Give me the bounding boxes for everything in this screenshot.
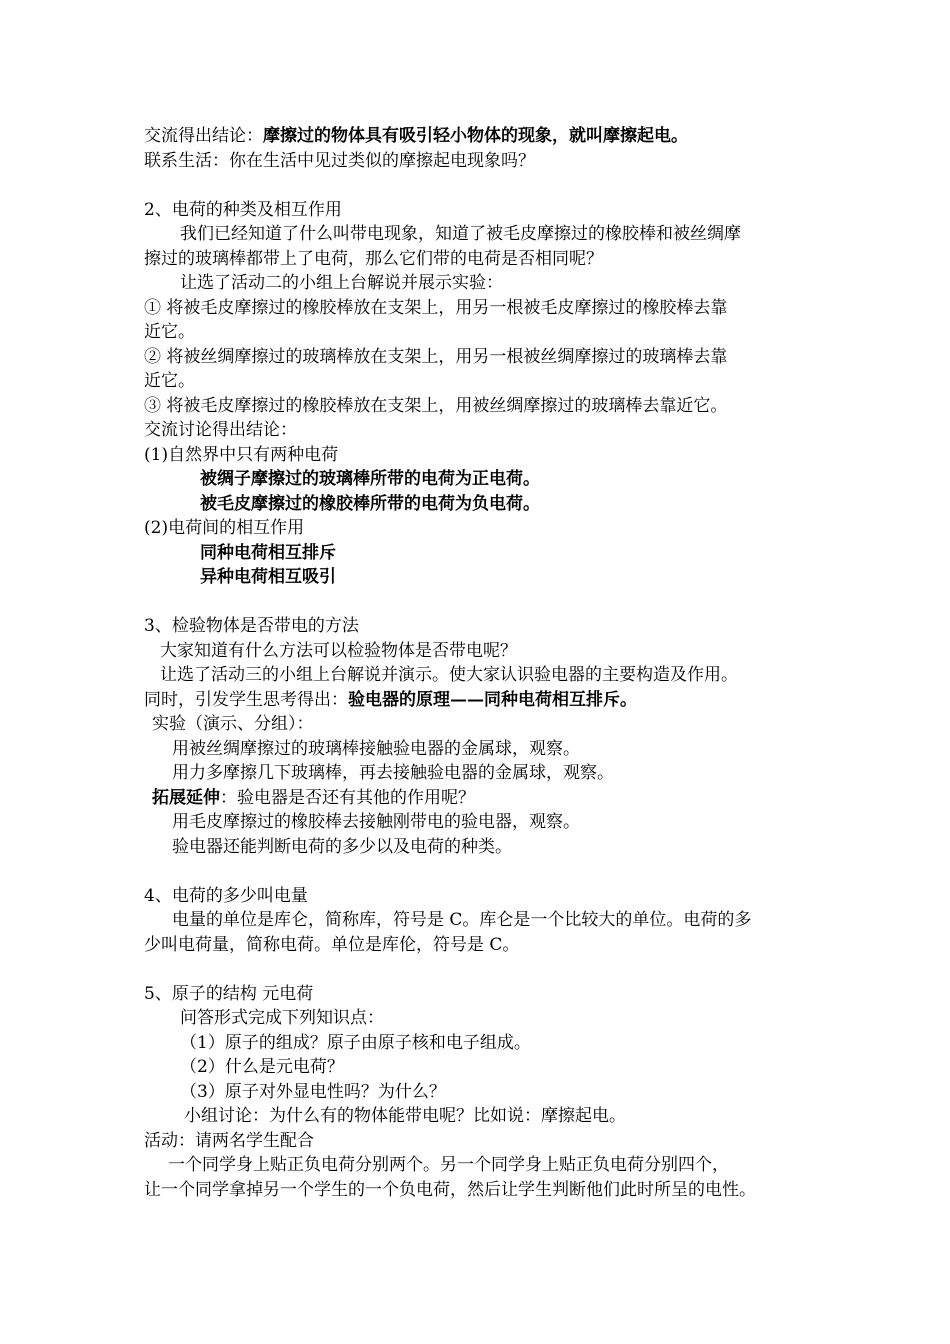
conclusion-line	[144, 124, 834, 149]
extension-line	[144, 786, 834, 811]
activity-text: 一个同学身上贴正负电荷分别两个。另一个同学身上贴正负电荷分别四个，	[168, 1155, 729, 1175]
section-4-heading: 4、电荷的多少叫电量	[144, 885, 308, 906]
document-body	[144, 124, 834, 1202]
paragraph: 大家知道有什么方法可以检验物体是否带电呢？	[160, 640, 517, 661]
life-connection: 联系生活：你在生活中见过类似的摩擦起电现象吗？	[144, 150, 535, 171]
conclusion-1: (1)自然界中只有两种电荷	[144, 444, 339, 465]
experiment-2-cont: 近它。	[144, 371, 195, 391]
spacer	[144, 859, 834, 884]
like-charges-repel: 同种电荷相互排斥	[200, 542, 336, 563]
principle-bold: 验电器的原理——同种电荷相互排斥。	[348, 689, 637, 710]
spacer	[144, 173, 834, 198]
conclusion-2: (2)电荷间的相互作用	[144, 518, 305, 538]
discussion-label: 交流讨论得出结论：	[144, 420, 297, 440]
principle-line	[144, 688, 834, 713]
question-item: （1）原子的组成？原子由原子核和电子组成。	[180, 1032, 531, 1053]
paragraph: 擦过的玻璃棒都带上了电荷，那么它们带的电荷是否相同呢？	[144, 248, 603, 269]
experiment-3: ③ 将被毛皮摩擦过的橡胶棒放在支架上，用被丝绸摩擦过的玻璃棒去靠近它。	[144, 395, 728, 416]
experiment-step: 用力多摩擦几下玻璃棒，再去接触验电器的金属球，观察。	[172, 763, 614, 783]
activity-label: 活动：请两名学生配合	[144, 1130, 314, 1151]
experiment-label: 实验（演示、分组）：	[152, 714, 314, 734]
extension-rest: ：验电器是否还有其他的作用呢？	[220, 787, 475, 808]
paragraph: 问答形式完成下列知识点：	[180, 1008, 384, 1028]
spacer	[144, 957, 834, 982]
section-5-heading: 5、原子的结构 元电荷	[144, 983, 314, 1004]
section-2-heading: 2、电荷的种类及相互作用	[144, 199, 342, 220]
experiment-step: 用被丝绸摩擦过的玻璃棒接触验电器的金属球，观察。	[172, 738, 580, 759]
spacer	[144, 590, 834, 615]
paragraph: 少叫电荷量，简称电荷。单位是库伦，符号是 C。	[144, 934, 520, 955]
question-item: （3）原子对外显电性吗？为什么？	[180, 1081, 446, 1102]
positive-charge-statement: 被绸子摩擦过的玻璃棒所带的电荷为正电荷。	[200, 469, 540, 489]
experiment-1: ① 将被毛皮摩擦过的橡胶棒放在支架上，用另一根被毛皮摩擦过的橡胶棒去靠	[144, 297, 728, 318]
extension-bold: 拓展延伸	[152, 787, 220, 808]
paragraph: 让选了活动二的小组上台解说并展示实验：	[180, 273, 503, 293]
conclusion-bold: 摩擦过的物体具有吸引轻小物体的现象，就叫摩擦起电。	[263, 126, 688, 146]
negative-charge-statement: 被毛皮摩擦过的橡胶棒所带的电荷为负电荷。	[200, 493, 540, 514]
extension-step: 验电器还能判断电荷的多少以及电荷的种类。	[172, 836, 512, 857]
activity-text: 让一个同学拿掉另一个学生的一个负电荷，然后让学生判断他们此时所呈的电性。	[144, 1179, 756, 1200]
question-item: （2）什么是元电荷？	[180, 1057, 344, 1077]
paragraph: 让选了活动三的小组上台解说并演示。使大家认识验电器的主要构造及作用。	[160, 665, 738, 685]
paragraph: 电量的单位是库仑，简称库，符号是 C。库仑是一个比较大的单位。电荷的多	[172, 910, 752, 930]
extension-step: 用毛皮摩擦过的橡胶棒去接触刚带电的验电器，观察。	[172, 812, 580, 832]
section-3-heading: 3、检验物体是否带电的方法	[144, 616, 359, 636]
experiment-2: ② 将被丝绸摩擦过的玻璃棒放在支架上，用另一根被丝绸摩擦过的玻璃棒去靠	[144, 346, 728, 367]
conclusion-prefix: 交流得出结论：	[144, 126, 263, 146]
group-discussion: 小组讨论：为什么有的物体能带电呢？比如说：摩擦起电。	[184, 1106, 626, 1126]
experiment-1-cont: 近它。	[144, 322, 195, 342]
paragraph: 我们已经知道了什么叫带电现象，知道了被毛皮摩擦过的橡胶棒和被丝绸摩	[180, 224, 741, 244]
principle-prefix: 同时，引发学生思考得出：	[144, 689, 348, 710]
unlike-charges-attract: 异种电荷相互吸引	[200, 567, 336, 587]
